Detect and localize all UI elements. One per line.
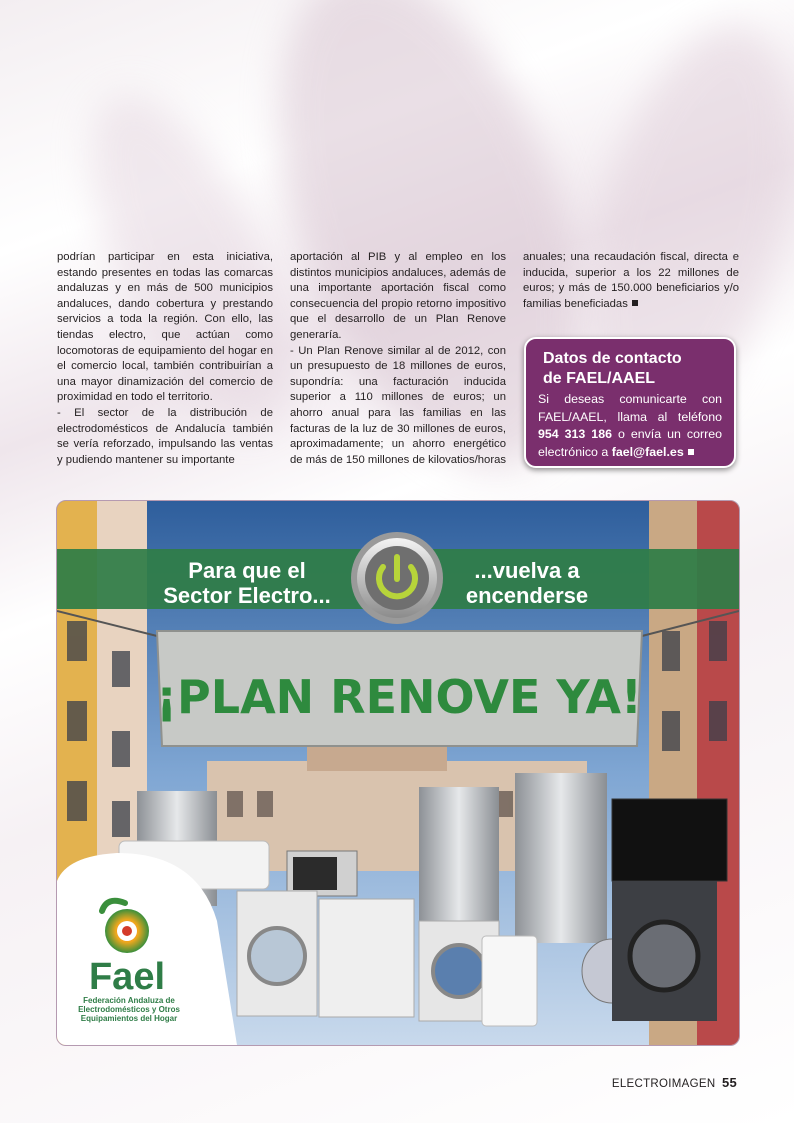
paragraph: - El sector de la distribución de electrodomésticos de Andalucía también se vería reforzado, impulsando las ventas y pudiendo mantener su importante	[57, 406, 273, 466]
logo-subtitle: Federación Andaluza de	[83, 996, 175, 1005]
banner-title: ¡PLAN RENOVE YA!	[156, 670, 642, 724]
phone-number[interactable]: 954 313 186	[538, 427, 612, 441]
contact-box	[524, 337, 736, 468]
slogan-left-line1: Para que el	[188, 558, 306, 583]
power-button-icon	[351, 532, 443, 624]
article-column-1	[57, 250, 273, 468]
fridge-icon	[419, 787, 499, 927]
end-mark-icon	[632, 300, 638, 306]
page-number: 55	[721, 1075, 737, 1090]
ad-illustration	[57, 501, 739, 1045]
plan-renove-ad	[56, 500, 740, 1046]
contact-text-part: o envía un correo electrónico a	[538, 427, 722, 459]
fridge-icon	[515, 773, 607, 943]
email-link[interactable]: fael@fael.es	[611, 444, 684, 459]
page-footer	[612, 1075, 737, 1090]
slogan-right-line2: encenderse	[465, 583, 589, 608]
paragraph: aportación al PIB y al empleo en los distintos municipios andaluces, además de una importante aportación fiscal como consecuencia del propio retorno impositivo que el desarrollo de un Plan Renove generaría.	[290, 251, 506, 341]
contact-title-line: Datos de contacto	[543, 350, 682, 367]
dishwasher-icon	[319, 899, 414, 1017]
slogan-right-line1: ...vuelva a	[474, 558, 580, 583]
contact-title-line: de FAEL/AAEL	[543, 370, 656, 387]
slogan-left-line2: Sector Electro...	[163, 583, 331, 608]
article-column-2	[290, 250, 506, 468]
contact-title	[538, 349, 722, 389]
tv-icon	[612, 799, 727, 881]
paragraph: podrían participar en esta iniciativa, estando presentes en todas las comarcas andaluzas y en más de 500 municipios andaluces, dando cobertura y prestando servicios a toda la región. Con ello, las tiendas electro, que actúan como locomotoras de equipamiento del hogar en el comercio local, también contribuirían a una mayor dinamización del comercio de proximidad en todo el territorio.	[57, 251, 273, 404]
end-mark-icon	[688, 449, 694, 455]
logo-subtitle: Electrodomésticos y Otros	[78, 1005, 180, 1014]
portable-ac-icon	[482, 936, 537, 1026]
contact-text-part: Si deseas comunicarte con FAEL/AAEL, llama al teléfono	[538, 392, 722, 424]
paragraph: - Un Plan Renove similar al de 2012, con un presupuesto de 18 millones de euros, supondría: una facturación inducida superior a 110 millones de euros; un ahorro anual para las familias en las facturas de la luz de 30 millones de euros, aproximadamente; un ahorro energético de más de 150 millones de kilovatios/horas	[290, 344, 507, 466]
paragraph-text: anuales; una recaudación fiscal, directa e inducida, superior a los 22 millones de euros; y más de 150.000 beneficiarios y/o familias beneficiadas	[523, 251, 739, 310]
magazine-name: ELECTROIMAGEN	[611, 1078, 716, 1090]
logo-name: Fael	[88, 956, 166, 998]
logo-subtitle: Equipamientos del Hogar	[80, 1014, 178, 1023]
contact-text	[538, 391, 722, 461]
paragraph	[523, 250, 739, 312]
